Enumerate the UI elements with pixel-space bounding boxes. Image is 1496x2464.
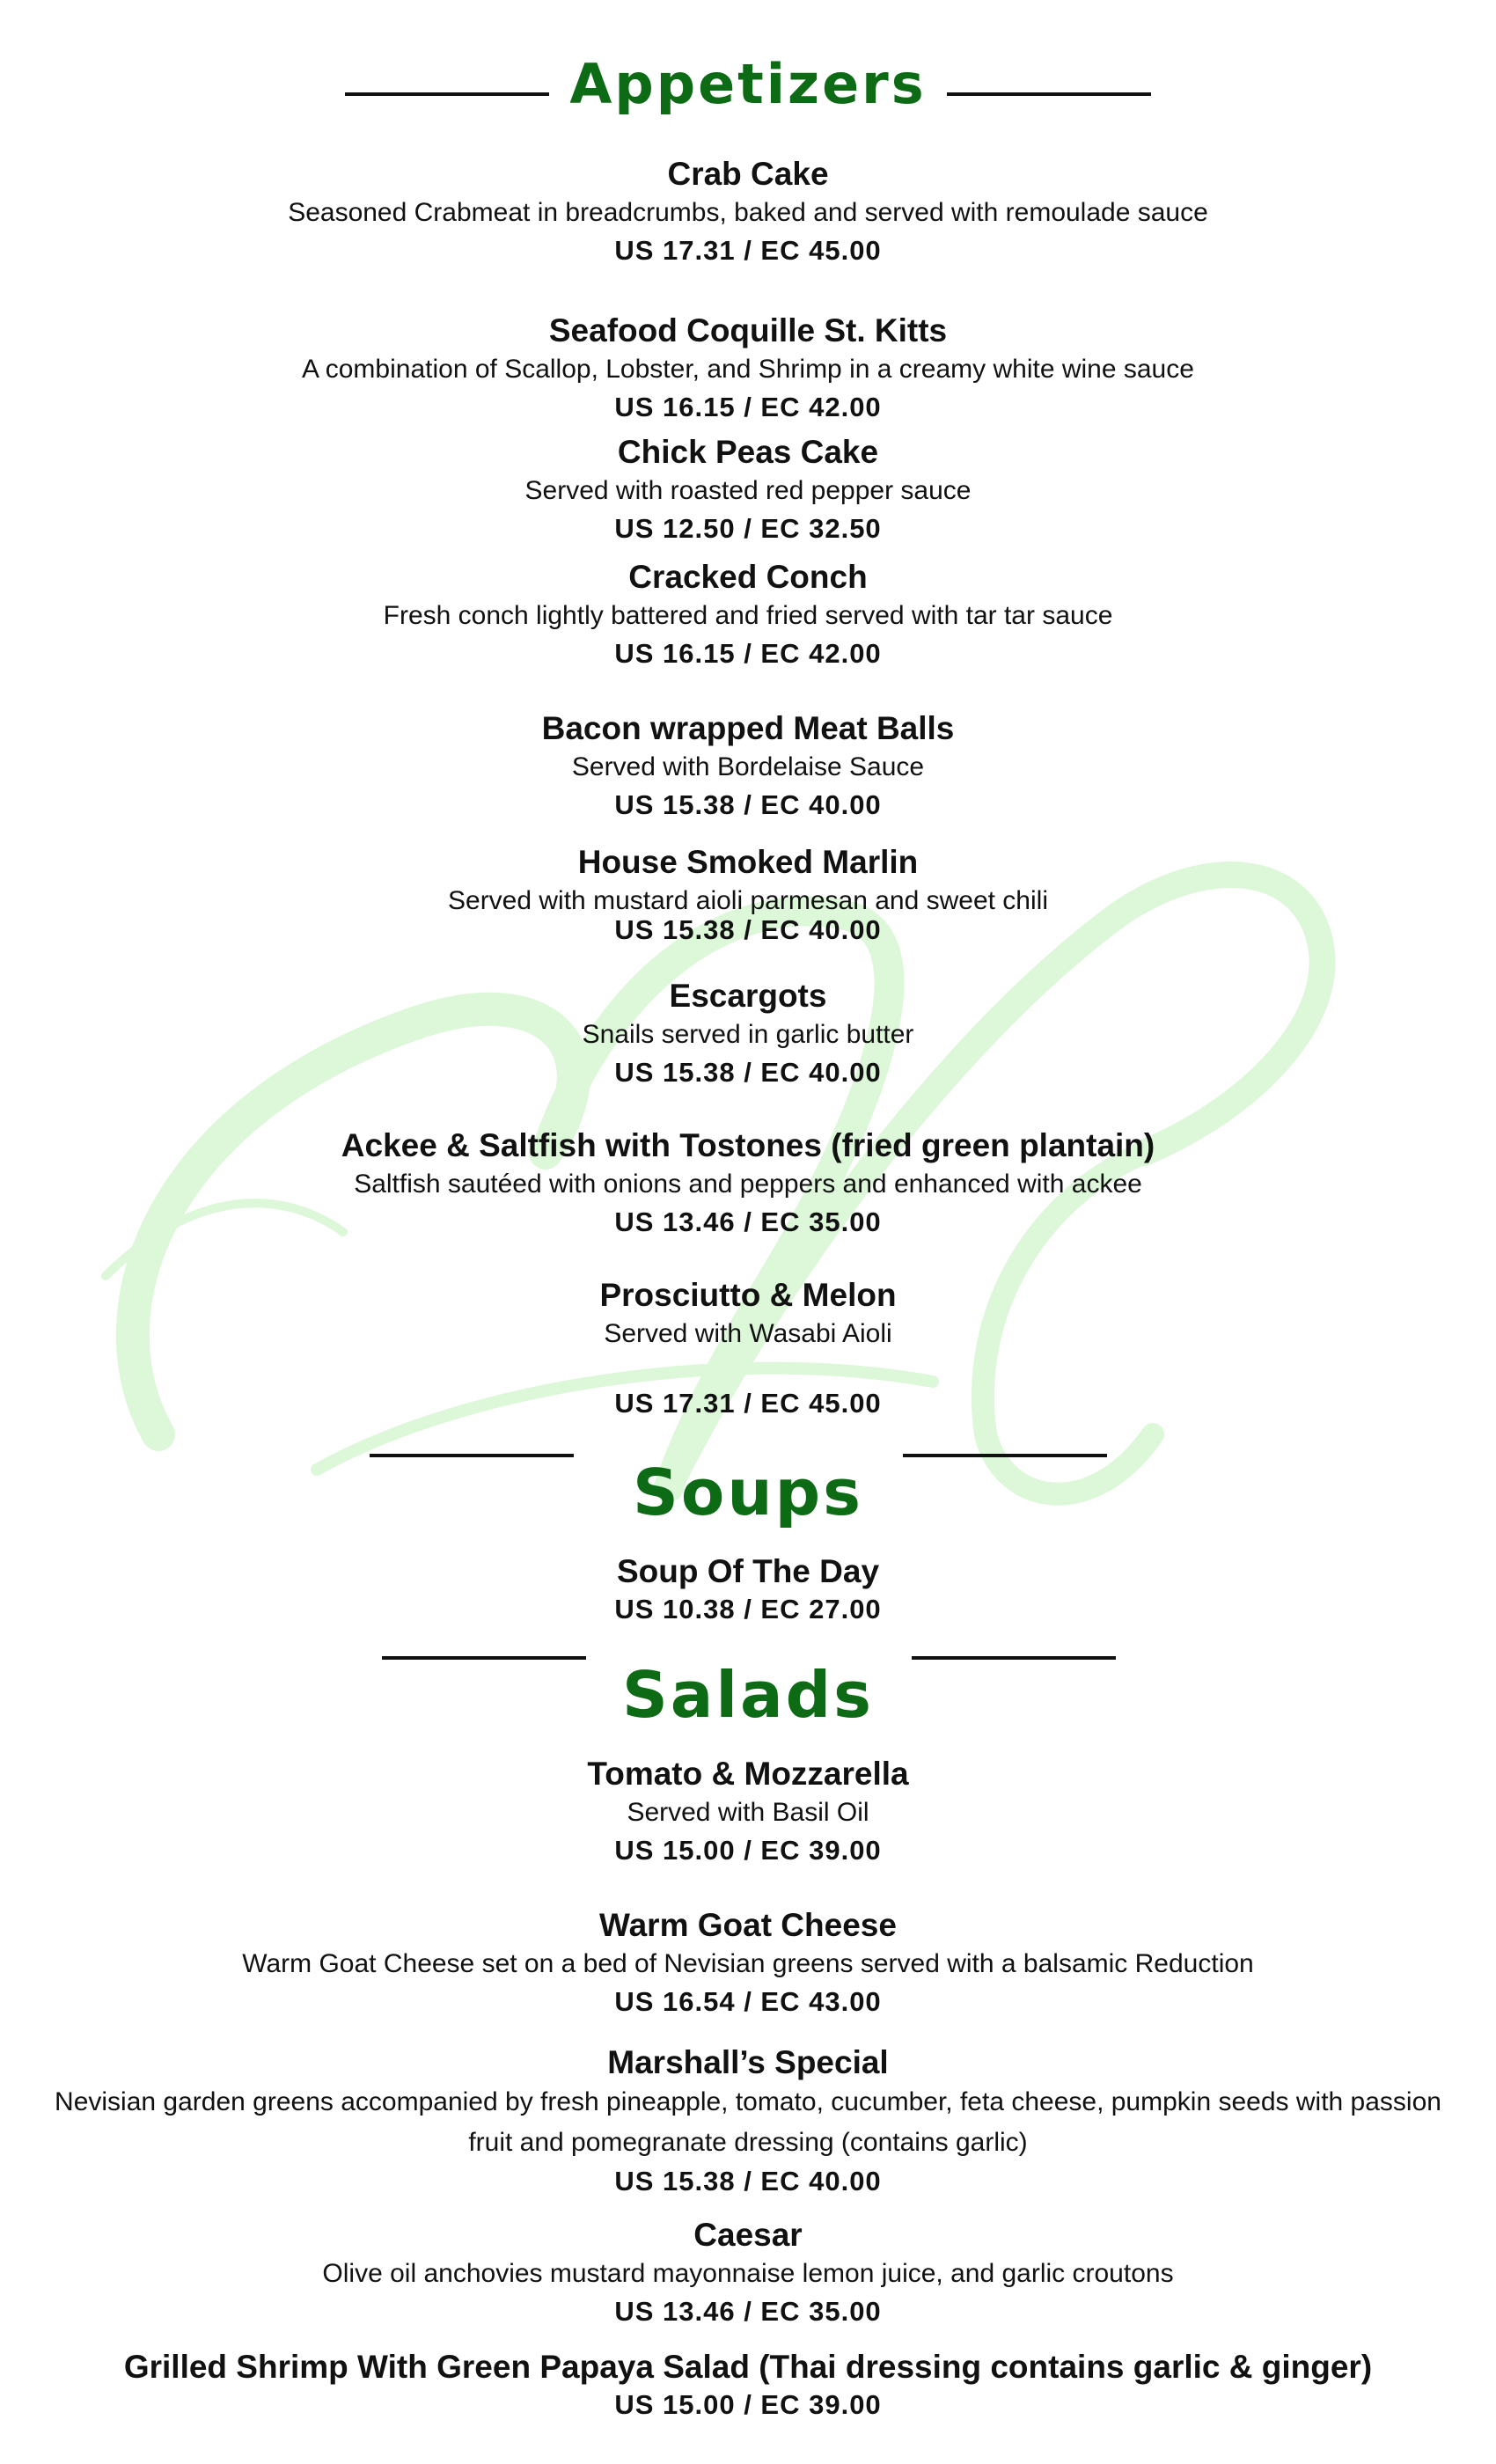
item-name: Prosciutto & Melon xyxy=(599,1277,897,1313)
soups-heading xyxy=(0,1454,1496,1531)
menu-item xyxy=(0,2348,1496,2424)
menu-item xyxy=(0,1552,1496,1628)
item-price: US 10.38 / EC 27.00 xyxy=(614,1594,882,1624)
item-price: US 15.38 / EC 40.00 xyxy=(614,1057,882,1088)
menu-item xyxy=(0,1906,1496,2020)
item-description: Snails served in garlic butter xyxy=(582,1020,914,1049)
item-name: Chick Peas Cake xyxy=(617,434,879,470)
menu-item xyxy=(0,1276,1496,1422)
salads-title: Salads xyxy=(621,1658,875,1732)
menu-item xyxy=(0,843,1496,949)
item-description: Served with Bordelaise Sauce xyxy=(571,752,925,781)
item-price: US 15.38 / EC 40.00 xyxy=(614,2166,882,2196)
item-description: Fresh conch lightly battered and fried served with tar tar sauce xyxy=(383,601,1113,630)
item-name: Cracked Conch xyxy=(628,559,868,595)
menu-item xyxy=(0,977,1496,1091)
menu-item xyxy=(0,433,1496,547)
item-price: US 13.46 / EC 35.00 xyxy=(614,2296,882,2327)
item-description: Nevisian garden greens accompanied by fresh pineapple, tomato, cucumber, feta cheese, pumpkin seeds with passion fruit and pomegranate dressing (contains garlic) xyxy=(55,2087,1441,2157)
item-price: US 16.54 / EC 43.00 xyxy=(614,1986,882,2017)
item-price: US 17.31 / EC 45.00 xyxy=(614,1388,882,1419)
item-price: US 15.38 / EC 40.00 xyxy=(614,914,882,945)
appetizers-title: Appetizers xyxy=(569,52,927,116)
item-description: Served with Basil Oil xyxy=(627,1798,869,1827)
item-price: US 15.38 / EC 40.00 xyxy=(614,789,882,820)
menu-item xyxy=(0,1126,1496,1241)
item-price: US 17.31 / EC 45.00 xyxy=(614,235,882,266)
item-name: House Smoked Marlin xyxy=(577,844,919,880)
item-description: Served with mustard aioli parmesan and sweet chili xyxy=(448,886,1048,915)
item-name: Bacon wrapped Meat Balls xyxy=(541,710,955,746)
menu-item xyxy=(0,155,1496,269)
item-price: US 16.15 / EC 42.00 xyxy=(614,392,882,422)
item-name: Escargots xyxy=(669,978,827,1014)
item-name: Caesar xyxy=(693,2217,803,2253)
item-description: Served with Wasabi Aioli xyxy=(604,1319,892,1348)
item-price: US 16.15 / EC 42.00 xyxy=(614,638,882,669)
menu-item xyxy=(0,709,1496,824)
item-name: Crab Cake xyxy=(667,156,829,192)
item-price: US 13.46 / EC 35.00 xyxy=(614,1206,882,1237)
item-price: US 15.00 / EC 39.00 xyxy=(614,2389,882,2420)
item-name: Marshall’s Special xyxy=(607,2044,889,2080)
menu-item xyxy=(0,312,1496,426)
menu-item xyxy=(0,2043,1496,2200)
item-name: Warm Goat Cheese xyxy=(599,1907,897,1943)
item-description: Olive oil anchovies mustard mayonnaise lemon juice, and garlic croutons xyxy=(322,2259,1174,2288)
salads-heading xyxy=(0,1656,1496,1734)
item-description: Served with roasted red pepper sauce xyxy=(524,476,972,505)
soups-title: Soups xyxy=(633,1456,863,1529)
menu-item xyxy=(0,1755,1496,1869)
item-price: US 12.50 / EC 32.50 xyxy=(614,513,882,544)
item-description: Warm Goat Cheese set on a bed of Nevisian greens served with a balsamic Reduction xyxy=(242,1949,1254,1978)
item-name: Tomato & Mozzarella xyxy=(587,1756,909,1792)
item-description: Seasoned Crabmeat in breadcrumbs, baked and served with remoulade sauce xyxy=(288,198,1208,227)
item-description: Saltfish sautéed with onions and peppers and enhanced with ackee xyxy=(354,1170,1142,1199)
menu-item xyxy=(0,2216,1496,2330)
item-name: Soup Of The Day xyxy=(616,1553,880,1589)
spacer xyxy=(0,1353,1496,1385)
item-price: US 15.00 / EC 39.00 xyxy=(614,1835,882,1866)
item-name: Seafood Coquille St. Kitts xyxy=(548,312,948,348)
item-description: A combination of Scallop, Lobster, and Shrimp in a creamy white wine sauce xyxy=(302,355,1194,384)
menu-item xyxy=(0,558,1496,672)
item-name: Ackee & Saltfish with Tostones (fried green plantain) xyxy=(341,1127,1155,1163)
item-name: Grilled Shrimp With Green Papaya Salad (Thai dressing contains garlic & ginger) xyxy=(123,2349,1373,2385)
appetizers-heading xyxy=(0,51,1496,118)
